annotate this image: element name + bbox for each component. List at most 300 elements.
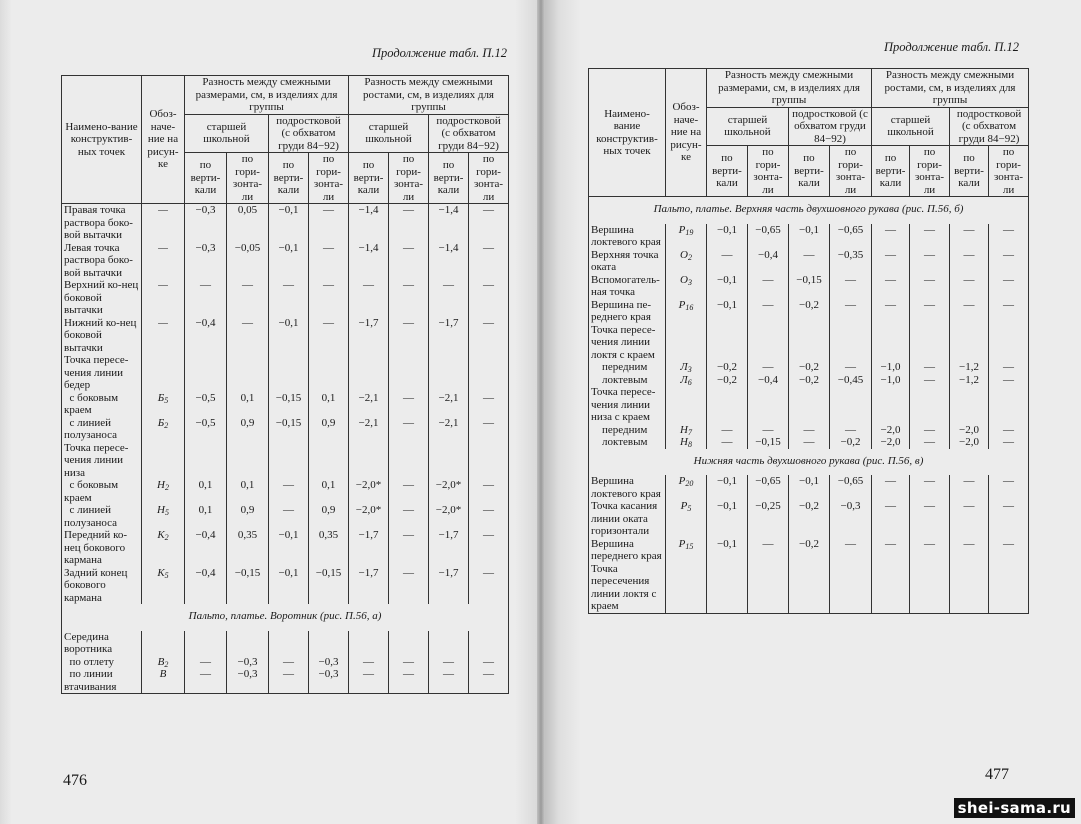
designation-letter: Н — [157, 504, 165, 516]
designation-letter: Р — [678, 537, 686, 550]
value-cell: — — [910, 538, 950, 563]
designation-letter: Р — [680, 500, 688, 512]
value-cell — [269, 631, 309, 656]
value-cell: — — [185, 668, 227, 694]
value-cell — [872, 386, 910, 424]
header-senior-school: старшей школьной — [707, 107, 789, 146]
point-name: локтевым — [589, 374, 666, 387]
designation-letter: — — [158, 241, 168, 254]
value-cell: — — [389, 656, 429, 669]
value-cell: −1,7 — [429, 529, 469, 567]
value-cell — [910, 324, 950, 362]
value-cell: — — [349, 279, 389, 317]
value-cell: −0,2 — [789, 374, 830, 387]
value-cell: — — [950, 299, 989, 324]
value-cell — [469, 631, 509, 656]
header-name: Наимено-вание конструктив-ных точек — [62, 76, 142, 204]
designation-index: 6 — [687, 377, 692, 387]
value-cell: −2,1 — [349, 417, 389, 442]
designation-letter: Б — [157, 391, 165, 404]
point-name: передним — [589, 424, 666, 437]
value-cell: — — [910, 361, 950, 374]
value-cell — [185, 442, 227, 480]
value-cell: −0,35 — [830, 249, 872, 274]
value-cell: — — [748, 299, 789, 324]
value-cell — [830, 563, 872, 614]
page-number: 476 — [63, 772, 87, 789]
value-cell: −0,3 — [309, 656, 349, 669]
value-cell: −2,0 — [872, 436, 910, 449]
header-group-sizes: Разность между смежными размерами, см, в изделиях для группы — [707, 69, 872, 108]
value-cell — [910, 386, 950, 424]
designation — [666, 386, 707, 424]
value-cell: — — [309, 279, 349, 317]
point-name: Точка пересе-чения линии бедер — [62, 354, 142, 392]
header-vertical: по верти-кали — [872, 146, 910, 197]
designation-letter: Р — [678, 223, 686, 236]
section-row — [589, 449, 1029, 476]
value-cell — [989, 386, 1029, 424]
value-cell — [789, 563, 830, 614]
value-cell — [950, 324, 989, 362]
designation-index: 16 — [685, 302, 694, 312]
table-row — [62, 204, 509, 242]
value-cell — [830, 324, 872, 362]
value-cell: — — [349, 668, 389, 694]
value-cell: −0,15 — [269, 417, 309, 442]
designation-letter: Л — [680, 373, 688, 386]
point-name: Левая точка раствора боко-вой вытачки — [62, 242, 142, 280]
value-cell — [910, 563, 950, 614]
designation-index: 3 — [687, 365, 692, 374]
designation-index: 15 — [685, 541, 694, 551]
value-cell: — — [389, 668, 429, 694]
table-caption: Продолжение табл. П.12 — [884, 40, 1019, 54]
table-row — [589, 475, 1029, 500]
value-cell: −2,1 — [349, 392, 389, 417]
value-cell: — — [349, 656, 389, 669]
header-vertical: по верти-кали — [950, 146, 989, 197]
table-row — [62, 354, 509, 392]
value-cell: — — [748, 424, 789, 437]
table-row — [62, 317, 509, 355]
designation — [142, 279, 185, 317]
value-cell: −0,4 — [185, 567, 227, 605]
value-cell: −0,1 — [707, 224, 748, 249]
value-cell: −0,4 — [748, 374, 789, 387]
value-cell: — — [789, 249, 830, 274]
value-cell: — — [989, 224, 1029, 249]
designation — [142, 479, 185, 504]
section-title: Пальто, платье. Верхняя часть двухшовного рукава (рис. П.56, б) — [653, 203, 964, 215]
value-cell: — — [789, 424, 830, 437]
header-horizontal: по гори-зонта-ли — [830, 146, 872, 197]
header-name: Наимено-вание конструктив-ных точек — [589, 69, 666, 197]
point-name: с боковым краем — [62, 392, 142, 417]
value-cell: — — [872, 500, 910, 538]
value-cell: −0,3 — [227, 668, 269, 694]
point-name: Точка пересе-чения линии локтя с краем — [589, 324, 666, 362]
value-cell: −0,1 — [269, 529, 309, 567]
value-cell: — — [910, 475, 950, 500]
value-cell — [429, 354, 469, 392]
table-row — [62, 668, 509, 694]
designation — [142, 242, 185, 280]
value-cell — [989, 563, 1029, 614]
value-cell: −0,65 — [830, 224, 872, 249]
value-cell: — — [910, 500, 950, 538]
value-cell: — — [872, 249, 910, 274]
designation-letter: Р — [678, 298, 686, 311]
header-group-sizes: Разность между смежными размерами, см, в изделиях для группы — [185, 76, 349, 115]
value-cell: — — [989, 249, 1029, 274]
designation-index: 2 — [164, 533, 169, 542]
value-cell: — — [830, 424, 872, 437]
section-title: Нижняя часть двухшовного рукава (рис. П.56, в) — [693, 454, 924, 467]
designation — [666, 324, 707, 362]
value-cell — [349, 354, 389, 392]
header-vertical: по верти-кали — [707, 146, 748, 197]
designation — [142, 656, 185, 669]
designation — [666, 538, 707, 563]
designation-index: 19 — [685, 227, 694, 237]
value-cell: −0,5 — [185, 392, 227, 417]
designation — [666, 563, 707, 614]
value-cell: — — [185, 656, 227, 669]
designation-index: 20 — [685, 479, 694, 488]
value-cell — [185, 631, 227, 656]
value-cell: −1,2 — [950, 361, 989, 374]
designation — [142, 504, 185, 529]
value-cell: −0,65 — [748, 224, 789, 249]
value-cell: 0,9 — [227, 504, 269, 529]
value-cell — [269, 442, 309, 480]
table-row — [589, 424, 1029, 437]
value-cell: 0,1 — [309, 392, 349, 417]
header-designation: Обоз-наче-ние на рисун-ке — [666, 69, 707, 197]
value-cell: −2,0* — [429, 504, 469, 529]
table-row — [589, 361, 1029, 374]
value-cell: −2,0 — [950, 424, 989, 437]
value-cell: — — [469, 317, 509, 355]
point-name: Точка пересе-чения линии низа — [62, 442, 142, 480]
designation-index: 2 — [164, 483, 169, 492]
value-cell: — — [389, 479, 429, 504]
value-cell: −2,0 — [872, 424, 910, 437]
value-cell: — — [910, 274, 950, 299]
value-cell: — — [269, 668, 309, 694]
value-cell: — — [227, 279, 269, 317]
header-horizontal: по гори-зонта-ли — [748, 146, 789, 197]
value-cell: — — [989, 299, 1029, 324]
point-name: Нижний ко-нец боковой вытачки — [62, 317, 142, 355]
value-cell: — — [950, 249, 989, 274]
value-cell: — — [748, 274, 789, 299]
point-name: Задний конец бокового кармана — [62, 567, 142, 605]
header-designation: Обоз-наче-ние на рисун-ке — [142, 76, 185, 204]
value-cell: −0,45 — [830, 374, 872, 387]
header-horizontal: по гори-зонта-ли — [309, 153, 349, 204]
value-cell — [227, 442, 269, 480]
book-spine — [537, 0, 545, 824]
value-cell: — — [950, 500, 989, 538]
designation-letter: — — [158, 316, 168, 329]
value-cell: — — [185, 279, 227, 317]
value-cell: −0,1 — [707, 500, 748, 538]
value-cell — [872, 563, 910, 614]
designation-letter: Л — [680, 361, 688, 373]
header-senior-school: старшей школьной — [185, 114, 269, 153]
header-horizontal: по гори-зонта-ли — [989, 146, 1029, 197]
value-cell — [185, 354, 227, 392]
value-cell: −0,1 — [789, 475, 830, 500]
value-cell: — — [989, 374, 1029, 387]
designation — [142, 317, 185, 355]
value-cell: — — [429, 668, 469, 694]
table-caption: Продолжение табл. П.12 — [372, 46, 507, 60]
point-name: Вершина пе-реднего края — [589, 299, 666, 324]
value-cell: −0,1 — [707, 274, 748, 299]
value-cell — [227, 354, 269, 392]
value-cell: −0,25 — [748, 500, 789, 538]
value-cell: 0,1 — [185, 504, 227, 529]
value-cell: −0,3 — [227, 656, 269, 669]
designation — [142, 354, 185, 392]
table-row — [62, 504, 509, 529]
point-name: передним — [589, 361, 666, 374]
value-cell: −1,4 — [349, 242, 389, 280]
value-cell: — — [309, 242, 349, 280]
data-table-left — [61, 75, 509, 694]
value-cell: — — [989, 274, 1029, 299]
value-cell: −1,7 — [349, 317, 389, 355]
header-teen: подростковой (с обхватом груди 84−92) — [429, 114, 509, 153]
table-row — [589, 299, 1029, 324]
designation-index: 2 — [164, 420, 169, 430]
value-cell — [830, 386, 872, 424]
designation-letter: В — [159, 668, 167, 680]
header-vertical: по верти-кали — [349, 153, 389, 204]
header-senior-school: старшей школьной — [872, 107, 950, 146]
value-cell: −0,1 — [707, 299, 748, 324]
header-vertical: по верти-кали — [185, 153, 227, 204]
value-cell: −0,1 — [707, 475, 748, 500]
value-cell — [309, 631, 349, 656]
value-cell: −0,15 — [227, 567, 269, 605]
right-page — [541, 0, 1081, 824]
value-cell — [950, 563, 989, 614]
value-cell: — — [469, 529, 509, 567]
value-cell: 0,35 — [309, 529, 349, 567]
value-cell: — — [469, 668, 509, 694]
value-cell: −1,4 — [429, 242, 469, 280]
value-cell — [429, 442, 469, 480]
value-cell: −1,4 — [349, 204, 389, 242]
value-cell: — — [389, 279, 429, 317]
designation-index: 5 — [164, 570, 169, 580]
page-number: 477 — [985, 766, 1009, 783]
point-name: Точка пересе-чения линии низа с краем — [589, 386, 666, 424]
value-cell: — — [830, 274, 872, 299]
value-cell — [707, 563, 748, 614]
point-name: Вспомогатель-ная точка — [589, 274, 666, 299]
value-cell: 0,9 — [227, 417, 269, 442]
value-cell: −0,3 — [185, 242, 227, 280]
value-cell: 0,1 — [227, 479, 269, 504]
value-cell: −2,0* — [349, 479, 389, 504]
value-cell: — — [707, 436, 748, 449]
point-name: Верхний ко-нец боковой вытачки — [62, 279, 142, 317]
table-row — [589, 538, 1029, 563]
header-vertical: по верти-кали — [789, 146, 830, 197]
designation — [666, 224, 707, 249]
value-cell: −2,0* — [349, 504, 389, 529]
value-cell: — — [469, 656, 509, 669]
point-name: Правая точка раствора боко-вой вытачки — [62, 204, 142, 242]
designation — [666, 299, 707, 324]
header-horizontal: по гори-зонта-ли — [227, 153, 269, 204]
table-row — [62, 442, 509, 480]
value-cell: — — [989, 538, 1029, 563]
value-cell: — — [872, 224, 910, 249]
value-cell: 0,9 — [309, 504, 349, 529]
value-cell: 0,1 — [227, 392, 269, 417]
value-cell: — — [830, 361, 872, 374]
value-cell: — — [872, 538, 910, 563]
value-cell: 0,9 — [309, 417, 349, 442]
point-name: с линией полузаноса — [62, 417, 142, 442]
value-cell: — — [389, 204, 429, 242]
value-cell: — — [469, 242, 509, 280]
header-horizontal: по гори-зонта-ли — [910, 146, 950, 197]
value-cell: −1,7 — [349, 567, 389, 605]
value-cell — [748, 324, 789, 362]
value-cell: — — [469, 417, 509, 442]
point-name: с боковым краем — [62, 479, 142, 504]
value-cell: — — [707, 249, 748, 274]
designation-letter: К — [157, 566, 165, 579]
value-cell: — — [989, 475, 1029, 500]
value-cell — [950, 386, 989, 424]
value-cell: −0,4 — [748, 249, 789, 274]
value-cell — [989, 324, 1029, 362]
value-cell: — — [910, 299, 950, 324]
value-cell: −0,3 — [830, 500, 872, 538]
value-cell: — — [389, 504, 429, 529]
header-horizontal: по гори-зонта-ли — [389, 153, 429, 204]
value-cell: — — [950, 274, 989, 299]
value-cell: — — [989, 436, 1029, 449]
value-cell: — — [910, 374, 950, 387]
designation — [142, 442, 185, 480]
value-cell: −1,2 — [950, 374, 989, 387]
value-cell: — — [748, 538, 789, 563]
designation — [666, 424, 707, 437]
value-cell: — — [872, 274, 910, 299]
section-row — [589, 197, 1029, 224]
value-cell: — — [389, 317, 429, 355]
designation-letter: Н — [680, 436, 688, 448]
value-cell: −0,5 — [185, 417, 227, 442]
value-cell: −0,2 — [830, 436, 872, 449]
designation-index: 3 — [687, 277, 692, 287]
value-cell — [707, 386, 748, 424]
value-cell: — — [389, 242, 429, 280]
table-row — [62, 567, 509, 605]
point-name: по линии втачивания — [62, 668, 142, 694]
value-cell: — — [748, 361, 789, 374]
designation-index: 2 — [164, 659, 169, 669]
value-cell — [389, 442, 429, 480]
value-cell: — — [389, 417, 429, 442]
point-name: с линией полузаноса — [62, 504, 142, 529]
value-cell: −0,1 — [269, 317, 309, 355]
point-name: Верхняя точка оката — [589, 249, 666, 274]
value-cell: — — [989, 424, 1029, 437]
value-cell: −0,3 — [185, 204, 227, 242]
value-cell — [349, 442, 389, 480]
designation-index: 5 — [164, 395, 169, 405]
value-cell: −1,0 — [872, 374, 910, 387]
value-cell: — — [469, 504, 509, 529]
point-name: Середина воротника — [62, 631, 142, 656]
value-cell: — — [950, 475, 989, 500]
value-cell — [872, 324, 910, 362]
value-cell: — — [227, 317, 269, 355]
table-row — [62, 656, 509, 669]
value-cell: −1,0 — [872, 361, 910, 374]
value-cell: −2,1 — [429, 417, 469, 442]
designation-letter: Н — [680, 423, 688, 436]
designation-index: 5 — [164, 508, 169, 517]
value-cell — [469, 442, 509, 480]
table-row — [589, 436, 1029, 449]
designation-letter: О — [680, 248, 688, 261]
value-cell — [748, 386, 789, 424]
value-cell: — — [469, 279, 509, 317]
designation — [142, 567, 185, 605]
header-senior-school: старшей школьной — [349, 114, 429, 153]
value-cell: — — [269, 279, 309, 317]
value-cell: 0,1 — [185, 479, 227, 504]
value-cell: — — [429, 656, 469, 669]
value-cell: — — [872, 299, 910, 324]
point-name: Вершина переднего края — [589, 538, 666, 563]
designation-letter: Б — [157, 416, 165, 429]
value-cell: −1,7 — [349, 529, 389, 567]
value-cell — [389, 354, 429, 392]
designation-letter: Р — [678, 475, 686, 487]
designation — [666, 500, 707, 538]
value-cell: −0,4 — [185, 529, 227, 567]
table-row — [589, 249, 1029, 274]
table-row — [589, 274, 1029, 299]
value-cell: — — [309, 204, 349, 242]
value-cell: −0,15 — [269, 392, 309, 417]
table-row — [62, 242, 509, 280]
data-table-right — [588, 68, 1029, 614]
value-cell: — — [309, 317, 349, 355]
value-cell: — — [910, 436, 950, 449]
value-cell: — — [269, 656, 309, 669]
designation — [142, 529, 185, 567]
table-row — [62, 417, 509, 442]
header-teen: подростковой (с обхватом груди 84−92) — [269, 114, 349, 153]
value-cell: — — [830, 538, 872, 563]
value-cell — [227, 631, 269, 656]
designation-letter: — — [158, 279, 168, 291]
value-cell: — — [910, 249, 950, 274]
